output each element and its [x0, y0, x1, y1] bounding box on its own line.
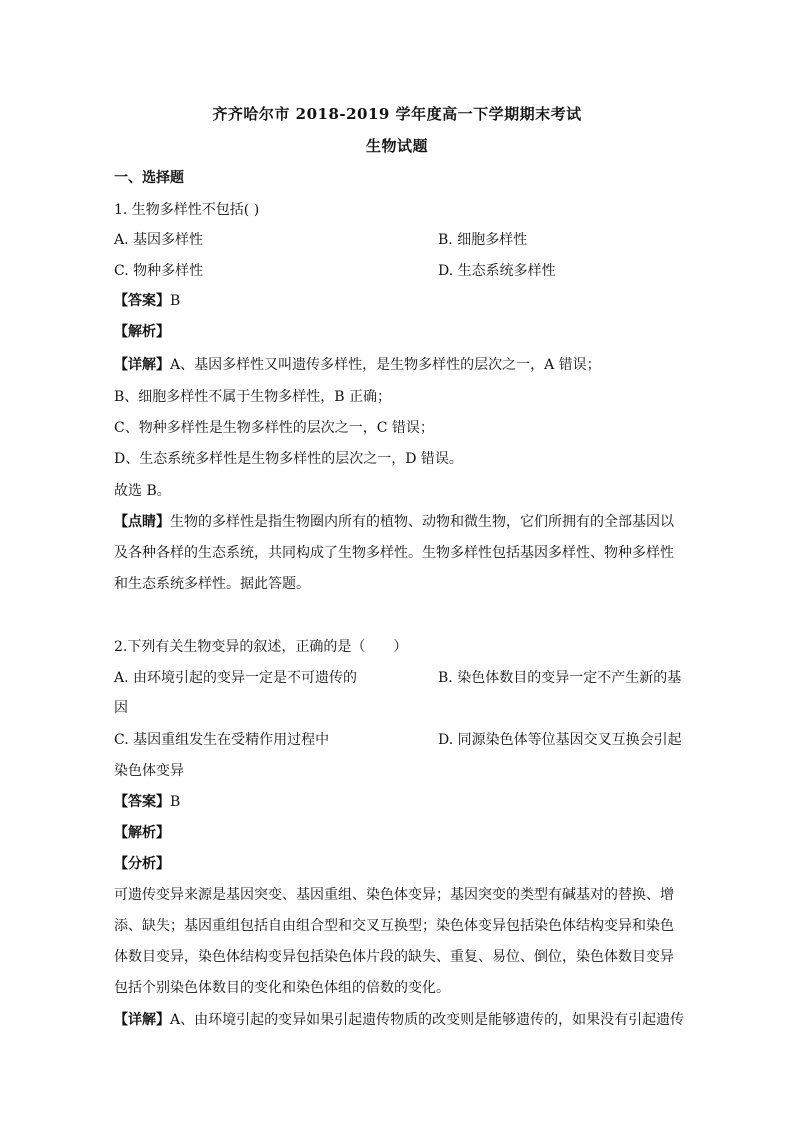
question-2-analysis-1: 可遗传变异来源是基因突变、基因重组、染色体变异；基因突变的类型有碱基对的替换、增 [114, 887, 674, 903]
question-1-detail-2: B、细胞多样性不属于生物多样性，B 正确； [114, 389, 392, 405]
detail-text: A、由环境引起的变异如果引起遗传物质的改变则是能够遗传的，如果没有引起遗传 [170, 1012, 685, 1028]
detail-label: 【详解】 [114, 357, 170, 373]
question-1-analysis-label: 【解析】 [114, 324, 170, 340]
question-2-options-row-1 [114, 667, 686, 687]
answer-value: B [170, 794, 181, 810]
question-1-point-3: 和生态系统多样性。据此答题。 [114, 576, 310, 592]
question-1-option-d: D. 生态系统多样性 [438, 263, 556, 279]
question-1-detail-3: C、物种多样性是生物多样性的层次之一，C 错误； [114, 420, 434, 436]
question-1-point-1 [114, 511, 686, 531]
question-1-options-row-2 [114, 260, 686, 280]
question-2-option-d-continued: 染色体变异 [114, 763, 184, 779]
point-text: 生物的多样性是指生物圈内所有的植物、动物和微生物，它们所拥有的全部基因以 [170, 514, 674, 530]
answer-label: 【答案】 [114, 794, 170, 810]
question-1-answer [114, 290, 686, 310]
question-1-option-b: B. 细胞多样性 [438, 232, 528, 248]
question-2-answer [114, 791, 686, 811]
question-2-analysis-label: 【解析】 [114, 825, 170, 841]
question-2-analysis-2: 添、缺失；基因重组包括自由组合型和交叉互换型；染色体变异包括染色体结构变异和染色 [114, 918, 674, 934]
page-title: 齐齐哈尔市 2018-2019 学年度高一下学期期末考试 [212, 105, 582, 123]
question-1-detail-4: D、生态系统多样性是生物多样性的层次之一，D 错误。 [114, 451, 463, 467]
section-heading: 一、选择题 [114, 170, 184, 186]
detail-label: 【详解】 [114, 1012, 170, 1028]
question-2-analysis-3: 体数目变异，染色体结构变异包括染色体片段的缺失、重复、易位、倒位，染色体数目变异 [114, 949, 674, 965]
question-2-analysis-sub-label: 【分析】 [114, 856, 170, 872]
question-1-option-a: A. 基因多样性 [114, 232, 204, 248]
question-2-option-b-continued: 因 [114, 700, 128, 716]
answer-label: 【答案】 [114, 293, 170, 309]
question-2-option-c: C. 基因重组发生在受精作用过程中 [114, 732, 330, 748]
answer-value: B [170, 293, 181, 309]
question-1-option-c: C. 物种多样性 [114, 263, 204, 279]
question-2-stem: 2.下列有关生物变异的叙述，正确的是（ ） [114, 639, 408, 655]
question-2-option-b: B. 染色体数目的变异一定不产生新的基 [438, 670, 682, 686]
page-subtitle: 生物试题 [365, 137, 428, 155]
detail-text: A、基因多样性又叫遗传多样性，是生物多样性的层次之一，A 错误； [170, 357, 601, 373]
question-2-option-d: D. 同源染色体等位基因交叉互换会引起 [438, 732, 682, 748]
question-2-detail-1 [114, 1009, 686, 1029]
question-2-options-row-2 [114, 729, 686, 749]
question-1-options-row-1 [114, 229, 686, 249]
question-2-analysis-4: 包括个别染色体数目的变化和染色体组的倍数的变化。 [114, 980, 450, 996]
question-1-stem: 1. 生物多样性不包括( ) [114, 202, 260, 218]
question-1-point-2: 及各种各样的生态系统，共同构成了生物多样性。生物多样性包括基因多样性、物种多样性 [114, 545, 674, 561]
question-1-detail-1 [114, 354, 686, 374]
point-label: 【点睛】 [114, 514, 170, 530]
question-2-option-a: A. 由环境引起的变异一定是不可遗传的 [114, 670, 358, 686]
question-1-conclusion: 故选 B。 [114, 483, 171, 499]
